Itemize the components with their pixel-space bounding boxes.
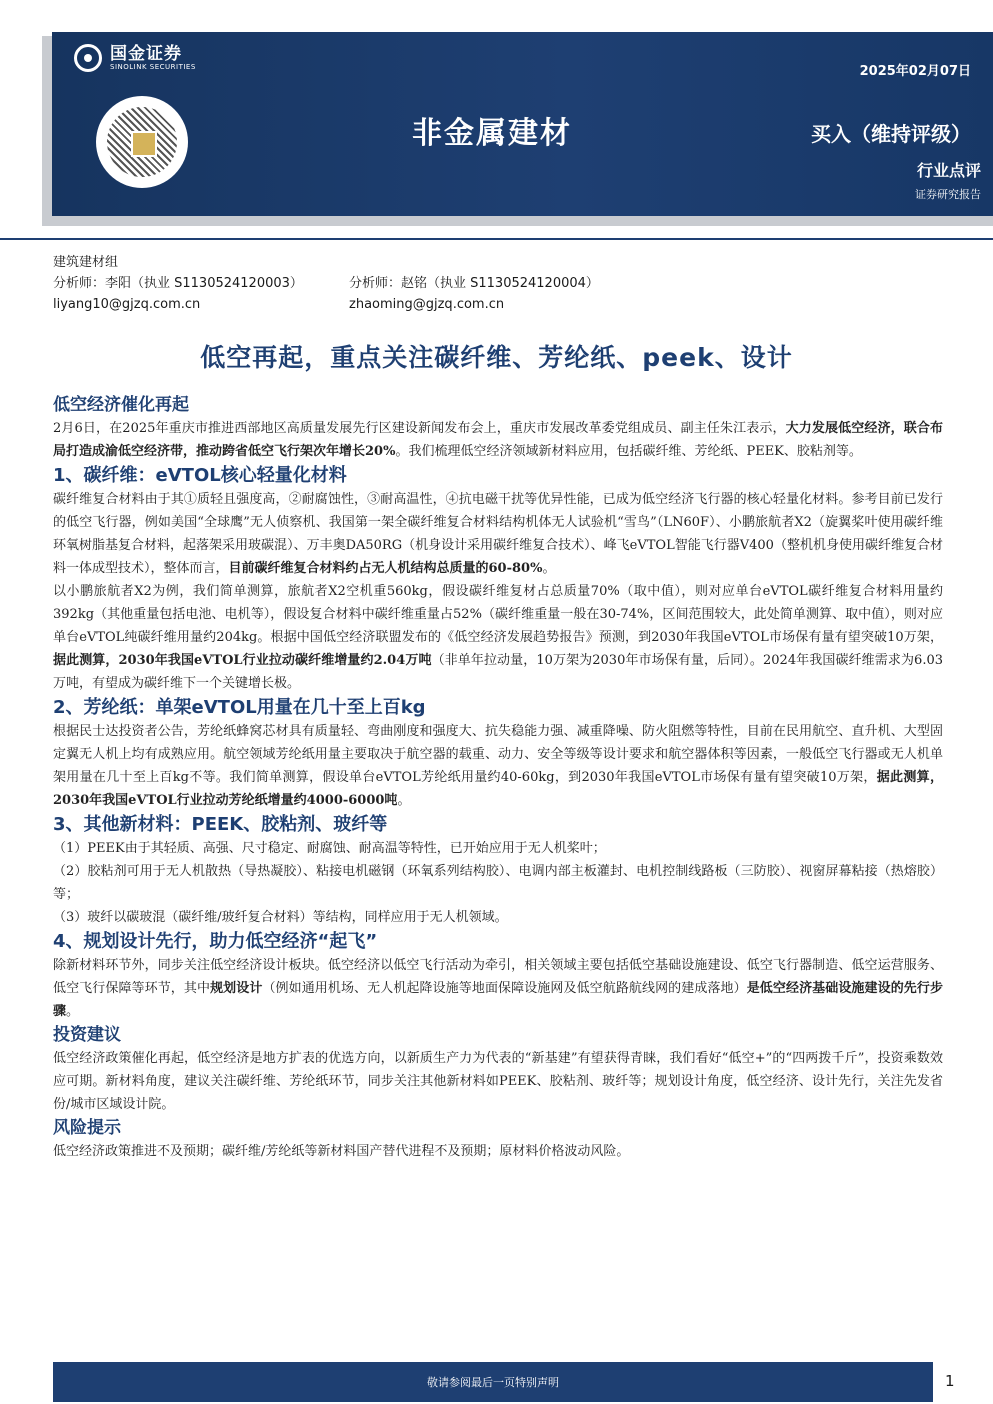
paragraph: 低空经济政策催化再起，低空经济是地方扩表的优选方向，以新质生产力为代表的“新基建”有望获得青睐，我们看好“低空+”的“四两拨千斤”，投资乘数效应可期。新材料角度，建议关注碳纤维、芳纶纸环节，同步关注其他新材料如PEEK、胶粘剂、玻纤等；规划设计角度，低空经济、设计先行，关注先发省份/城市区域设计院。 [53,1051,943,1112]
section-heading: 投资建议 [53,1025,121,1045]
logo-name-en: SINOLINK SECURITIES [110,62,196,71]
report-category: 证券研究报告 [915,188,981,201]
rating: 买入（维持评级） [811,122,971,146]
paragraph: 低空经济政策推进不及预期；碳纤维/芳纶纸等新材料国产替代进程不及预期；原材料价格波动风险。 [53,1144,630,1159]
analyst-1: 分析师：李阳（执业 S1130524120003） [53,276,303,291]
paragraph: 以小鹏旅航者X2为例，我们简单测算，旅航者X2空机重560kg，假设碳纤维复材占总质量70%（取中值），则对应单台eVTOL碳纤维复合材料用量约392kg（其他重量包括电池、电机等），假设复合材料中碳纤维重量占52%（碳纤维重量一般在30-74%，区间范围较大，此处简单测算、取中值），则对应单台eVTOL纯碳纤维用量约204kg。根据中国低空经济联盟发布的《低空经济发展趋势报告》预测，到2030年我国eVTOL市场保有量有望突破10万架，据此测算，2030年我国eVTOL行业拉动碳纤维增量约2.04万吨（非单年拉动量，10万架为2030年市场保有量，后同）。2024年我国碳纤维需求为6.03万吨，有望成为碳纤维下一个关键增长极。 [53,584,943,691]
analyst-2: 分析师：赵铭（执业 S1130524120004） [349,276,599,291]
list-item: （2）胶粘剂可用于无人机散热（导热凝胶）、粘接电机磁钢（环氧系列结构胶）、电调内部主板灌封、电机控制线路板（三防胶）、视窗屏幕粘接（热熔胶）等； [53,864,943,902]
paragraph: 根据民士达投资者公告，芳纶纸蜂窝芯材具有质量轻、弯曲刚度和强度大、抗失稳能力强、减重降噪、防火阻燃等特性，目前在民用航空、直升机、大型固定翼无人机上均有成熟应用。航空领域芳纶纸用量主要取决于航空器的载重、动力、安全等级等设计要求和航空器体积等因素，一般低空飞行器或无人机单架用量在几十至上百kg不等。我们简单测算，假设单台eVTOL芳纶纸用量约40-60kg，到2030年我国eVTOL市场保有量有望突破10万架，据此测算，2030年我国eVTOL行业拉动芳纶纸增量约4000-6000吨。 [53,724,943,808]
section-heading: 2、芳纶纸：单架eVTOL用量在几十至上百kg [53,697,426,718]
company-logo [74,44,196,72]
report-type: 行业点评 [916,161,981,180]
paragraph: 除新材料环节外，同步关注低空经济设计板块。低空经济以低空飞行活动为牵引，相关领域主要包括低空基础设施建设、低空飞行器制造、低空运营服务、低空飞行保障等环节，其中规划设计（例如通用机场、无人机起降设施等地面保障设施网及低空航路航线网的建成落地）是低空经济基础设施建设的先行步骤。 [53,958,943,1019]
section-heading: 低空经济催化再起 [53,395,189,415]
list-item: （3）玻纤以碳玻混（碳纤维/玻纤复合材料）等结构，同样应用于无人机领域。 [53,910,508,925]
logo-mark-icon [74,44,102,72]
header-divider [0,238,993,240]
sector-title: 非金属建材 [412,116,572,151]
paragraph: 2月6日，在2025年重庆市推进西部地区高质量发展先行区建设新闻发布会上，重庆市发展改革委党组成员、副主任朱江表示，大力发展低空经济，联合布局打造成渝低空经济带，推动跨省低空飞行架次年增长20%。我们梳理低空经济领域新材料应用，包括碳纤维、芳纶纸、PEEK、胶粘剂等。 [53,421,943,459]
footer-bar [53,1362,933,1402]
analyst-2-email[interactable]: zhaoming@gjzq.com.cn [349,297,505,312]
footer-notice: 敬请参阅最后一页特别声明 [427,1376,559,1389]
section-heading: 4、规划设计先行，助力低空经济“起飞” [53,931,378,952]
qr-code [96,96,188,188]
paragraph: 碳纤维复合材料由于其①质轻且强度高，②耐腐蚀性，③耐高温性，④抗电磁干扰等优异性能，已成为低空经济飞行器的核心轻量化材料。参考目前已发行的低空飞行器，例如美国“全球鹰”无人侦察机、我国第一架全碳纤维复合材料结构机体无人试验机“雪鸟”（LN60F）、小鹏旅航者X2（旋翼桨叶使用碳纤维环氧树脂基复合材料，起落架采用玻碳混）、万丰奥DA50RG（机身设计采用碳纤维复合技术）、峰飞eVTOL智能飞行器V400（整机机身使用碳纤维复合材料一体成型技术），整体而言，目前碳纤维复合材料约占无人机结构总质量的60-80%。 [53,492,943,576]
list-item: （1）PEEK由于其轻质、高强、尺寸稳定、耐腐蚀、耐高温等特性，已开始应用于无人机桨叶； [53,841,606,856]
section-heading: 3、其他新材料：PEEK、胶粘剂、玻纤等 [53,814,388,835]
section-heading: 风险提示 [53,1118,121,1138]
analyst-group: 建筑建材组 [53,255,119,270]
page-number: 1 [945,1372,955,1390]
logo-name-cn: 国金证券 [110,43,182,64]
document-title: 低空再起，重点关注碳纤维、芳纶纸、peek、设计 [200,343,793,372]
report-body [53,393,943,1163]
section-heading: 1、碳纤维：eVTOL核心轻量化材料 [53,465,347,486]
analyst-info [53,252,599,315]
report-header [0,0,993,240]
report-date: 2025年02月07日 [859,64,971,79]
qr-pattern [107,107,177,177]
analyst-1-email[interactable]: liyang10@gjzq.com.cn [53,297,201,312]
qr-center-logo-icon [131,131,157,157]
